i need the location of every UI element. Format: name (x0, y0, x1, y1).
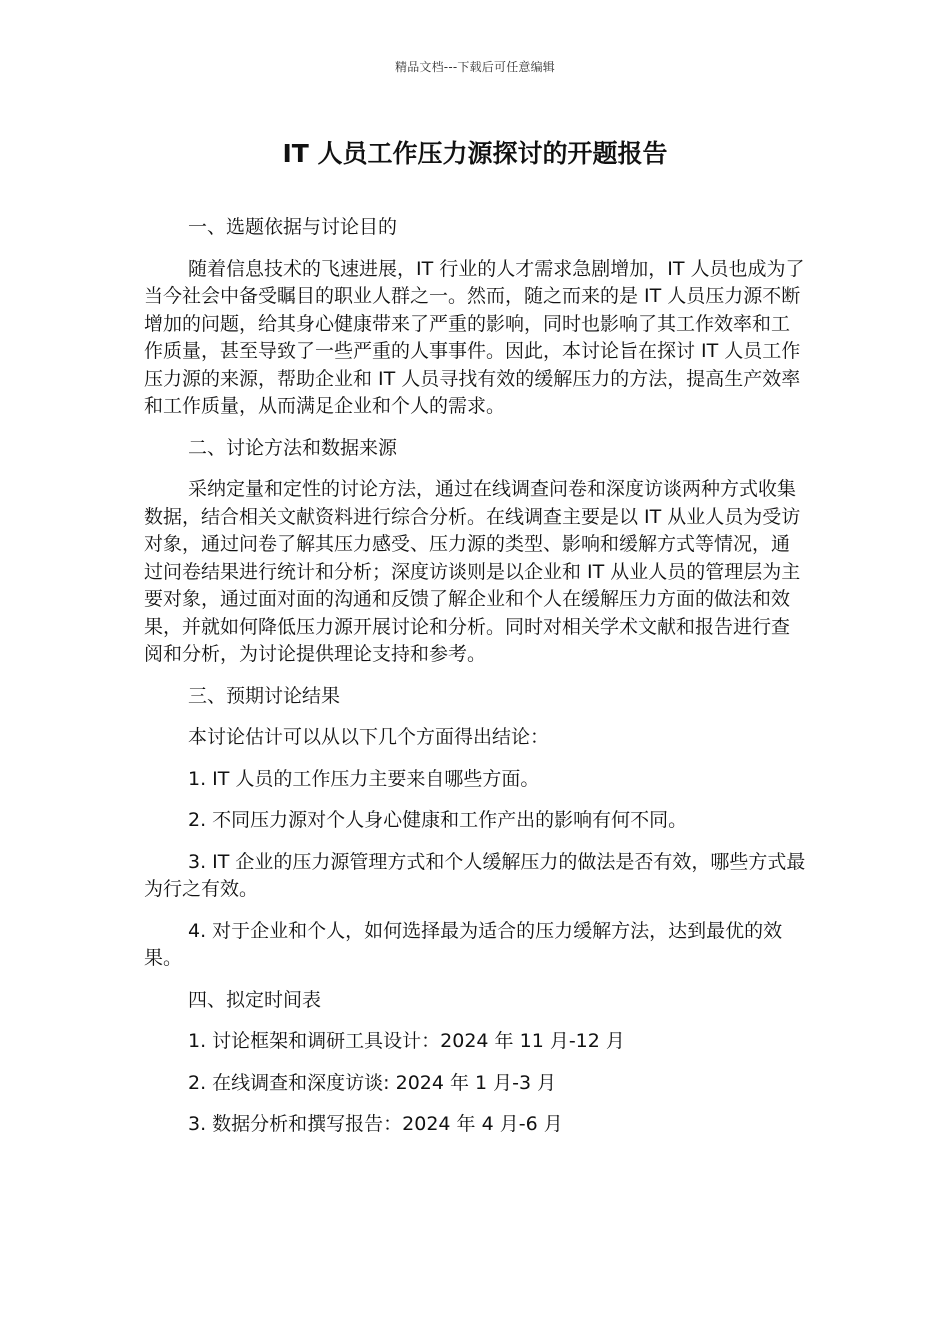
document-title: IT 人员工作压力源探讨的开题报告 (282, 139, 668, 168)
timeline-item-3: 3. 数据分析和撰写报告：2024 年 4 月-6 月 (188, 1113, 563, 1135)
timeline-item-2: 2. 在线调查和深度访谈: 2024 年 1 月-3 月 (188, 1071, 557, 1094)
result-item-4: 4. 对于企业和个人，如何选择最为适合的压力缓解方法，达到最优的效果。 (144, 919, 783, 969)
section-1-paragraph: 随着信息技术的飞速进展，IT 行业的人才需求急剧增加，IT 人员也成为了当今社会中备受瞩目的职业人群之一。然而，随之而来的是 IT 人员压力源不断增加的问题，给其身心健康带来了严重的影响，同时也影响了其工作效率和工作质量，甚至导致了一些严重的人事事件。因此，本讨论旨在探讨 IT 人员工作压力源的来源，帮助企业和 IT 人员寻找有效的缓解压力的方法，提高生产效率和工作质量，从而满足企业和个人的需求。 (144, 257, 805, 417)
section-heading-4: 四、拟定时间表 (188, 988, 322, 1011)
section-3-intro: 本讨论估计可以从以下几个方面得出结论： (188, 726, 550, 748)
section-heading-3: 三、预期讨论结果 (188, 684, 341, 707)
result-item-1: 1. IT 人员的工作压力主要来自哪些方面。 (188, 767, 540, 790)
section-heading-1: 一、选题依据与讨论目的 (188, 216, 398, 238)
timeline-item-1: 1. 讨论框架和调研工具设计：2024 年 11 月-12 月 (188, 1030, 625, 1052)
page-header: 精品文档---下载后可任意编辑 (395, 60, 555, 74)
document-body (144, 214, 806, 1153)
section-2-paragraph: 采纳定量和定性的讨论方法，通过在线调查问卷和深度访谈两种方式收集数据，结合相关文献资料进行综合分析。在线调查主要是以 IT 从业人员为受访对象，通过问卷了解其压力感受、压力源的类型、影响和缓解方式等情况，通过问卷结果进行统计和分析；深度访谈则是以企业和 IT 从业人员的管理层为主要对象，通过面对面的沟通和反馈了解企业和个人在缓解压力方面的做法和效果，并就如何降低压力源开展讨论和分析。同时对相关学术文献和报告进行查阅和分析，为讨论提供理论支持和参考。 (144, 478, 801, 665)
result-item-2: 2. 不同压力源对个人身心健康和工作产出的影响有何不同。 (188, 809, 688, 831)
section-heading-2: 二、讨论方法和数据来源 (188, 436, 398, 459)
result-item-3: 3. IT 企业的压力源管理方式和个人缓解压力的做法是否有效，哪些方式最为行之有效。 (144, 850, 806, 900)
